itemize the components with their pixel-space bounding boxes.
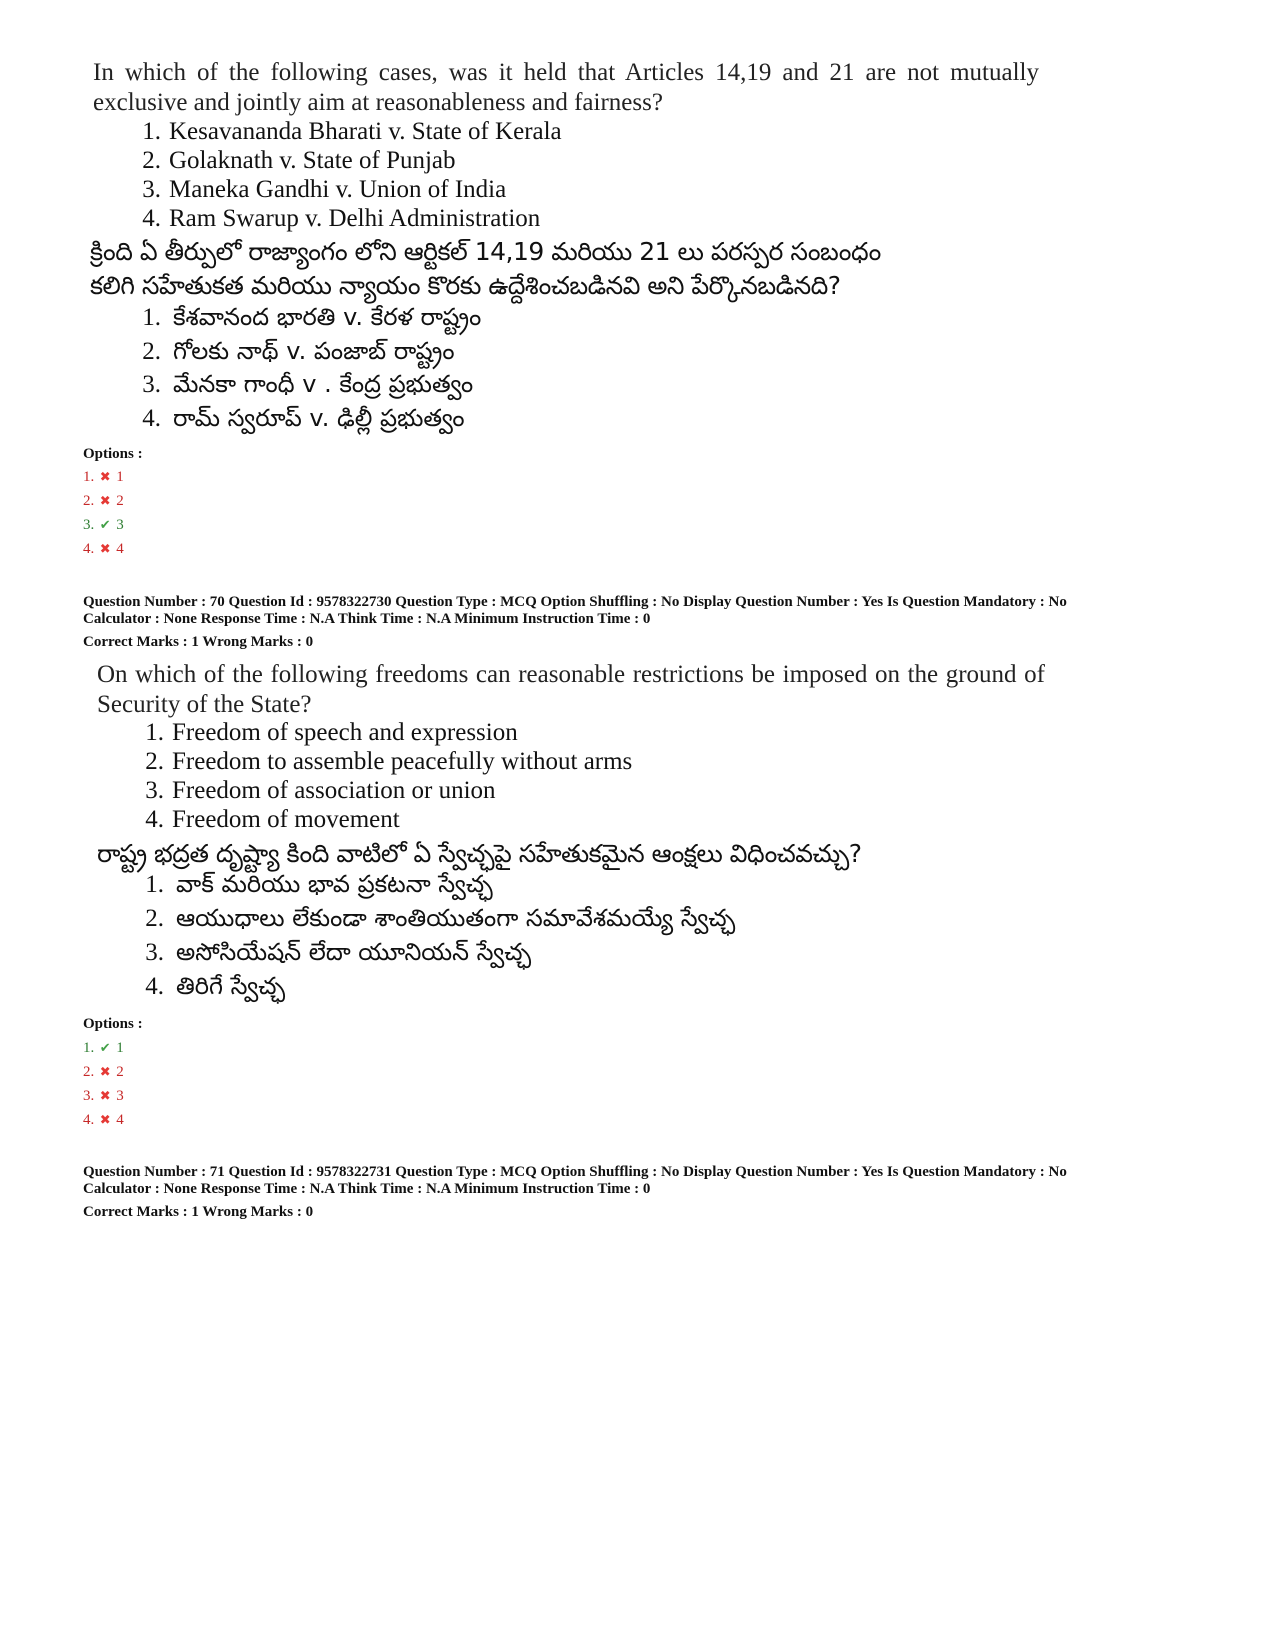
option-en: 3. Maneka Gandhi v. Union of India bbox=[142, 176, 507, 203]
option-te: 2. ఆయుధాలు లేకుండా శాంతియుతంగా సమావేశమయ్యే స్వేచ్ఛ bbox=[145, 904, 736, 932]
option-en: 4. Freedom of movement bbox=[145, 806, 400, 833]
option-en: 1. Kesavananda Bharati v. State of Kerala bbox=[142, 118, 562, 145]
question-text-en-line: On which of the following freedoms can reasonable restrictions be imposed on the ground of bbox=[97, 661, 1045, 688]
cross-icon: ✖ bbox=[99, 469, 111, 484]
question-text-te-line: రాష్ట్ర భద్రత దృష్ట్యా కింది వాటిలో ఏ స్వేచ్ఛపై సహేతుకమైన ఆంక్షలు విధించవచ్చు? bbox=[97, 839, 862, 868]
cross-icon: ✖ bbox=[99, 1064, 111, 1079]
answer-option-correct: 1. ✔ 1 bbox=[83, 1040, 124, 1056]
option-te: 1. కేశవానంద భారతి v. కేరళ రాష్ట్రం bbox=[142, 303, 482, 331]
question-meta-line: Question Number : 71 Question Id : 9578322731 Question Type : MCQ Option Shuffling : No Display Question Number : Yes Is Question Mandatory : No bbox=[83, 1164, 1067, 1180]
option-te: 4. తిరిగే స్వేచ్ఛ bbox=[145, 972, 286, 1000]
question-text-en-line: Security of the State? bbox=[97, 691, 312, 718]
cross-icon: ✖ bbox=[99, 541, 111, 556]
option-te: 2. గోలకు నాథ్ v. పంజాబ్ రాష్ట్రం bbox=[142, 337, 455, 365]
answer-option: 2. ✖ 2 bbox=[83, 1064, 124, 1080]
option-en: 4. Ram Swarup v. Delhi Administration bbox=[142, 205, 541, 232]
question-marks: Correct Marks : 1 Wrong Marks : 0 bbox=[83, 1204, 314, 1220]
option-te: 1. వాక్ మరియు భావ ప్రకటనా స్వేచ్ఛ bbox=[145, 870, 493, 898]
option-en: 2. Golaknath v. State of Punjab bbox=[142, 147, 456, 174]
question-text-en-line: In which of the following cases, was it held that Articles 14,19 and 21 are not mutually bbox=[93, 59, 1039, 86]
answer-option: 1. ✖ 1 bbox=[83, 469, 124, 485]
question-69-block bbox=[93, 58, 1039, 118]
option-te: 4. రామ్ స్వరూప్ v. ఢిల్లీ ప్రభుత్వం bbox=[142, 404, 465, 432]
answer-option: 4. ✖ 4 bbox=[83, 541, 124, 557]
question-meta-line: Calculator : None Response Time : N.A Think Time : N.A Minimum Instruction Time : 0 bbox=[83, 1181, 651, 1197]
question-text-en-line: exclusive and jointly aim at reasonableness and fairness? bbox=[93, 89, 663, 116]
question-marks: Correct Marks : 1 Wrong Marks : 0 bbox=[83, 634, 314, 650]
question-meta-line: Question Number : 70 Question Id : 9578322730 Question Type : MCQ Option Shuffling : No Display Question Number : Yes Is Question Mandatory : No bbox=[83, 594, 1067, 610]
option-te: 3. అసోసియేషన్ లేదా యూనియన్ స్వేచ్ఛ bbox=[145, 938, 532, 966]
option-te: 3. మేనకా గాంధీ v . కేంద్ర ప్రభుత్వం bbox=[142, 370, 474, 398]
question-text-te-line: కలిగి సహేతుకత మరియు న్యాయం కొరకు ఉద్దేశించబడినవి అని పేర్కొనబడినది? bbox=[90, 271, 841, 300]
question-text-te-line: క్రింది ఏ తీర్పులో రాజ్యాంగం లోని ఆర్టికల్ 14,19 మరియు 21 లు పరస్పర సంబంధం bbox=[90, 237, 881, 266]
option-en: 1. Freedom of speech and expression bbox=[145, 719, 518, 746]
cross-icon: ✖ bbox=[99, 1112, 111, 1127]
option-en: 3. Freedom of association or union bbox=[145, 777, 496, 804]
question-70-block bbox=[97, 660, 1045, 720]
option-en: 2. Freedom to assemble peacefully without arms bbox=[145, 748, 633, 775]
cross-icon: ✖ bbox=[99, 493, 111, 508]
question-meta-line: Calculator : None Response Time : N.A Think Time : N.A Minimum Instruction Time : 0 bbox=[83, 611, 651, 627]
options-label: Options : bbox=[83, 1016, 143, 1032]
options-label: Options : bbox=[83, 446, 143, 462]
answer-option: 3. ✖ 3 bbox=[83, 1088, 124, 1104]
cross-icon: ✖ bbox=[99, 1088, 111, 1103]
check-icon: ✔ bbox=[99, 517, 111, 532]
answer-option: 2. ✖ 2 bbox=[83, 493, 124, 509]
answer-option-correct: 3. ✔ 3 bbox=[83, 517, 124, 533]
check-icon: ✔ bbox=[99, 1040, 111, 1055]
answer-option: 4. ✖ 4 bbox=[83, 1112, 124, 1128]
